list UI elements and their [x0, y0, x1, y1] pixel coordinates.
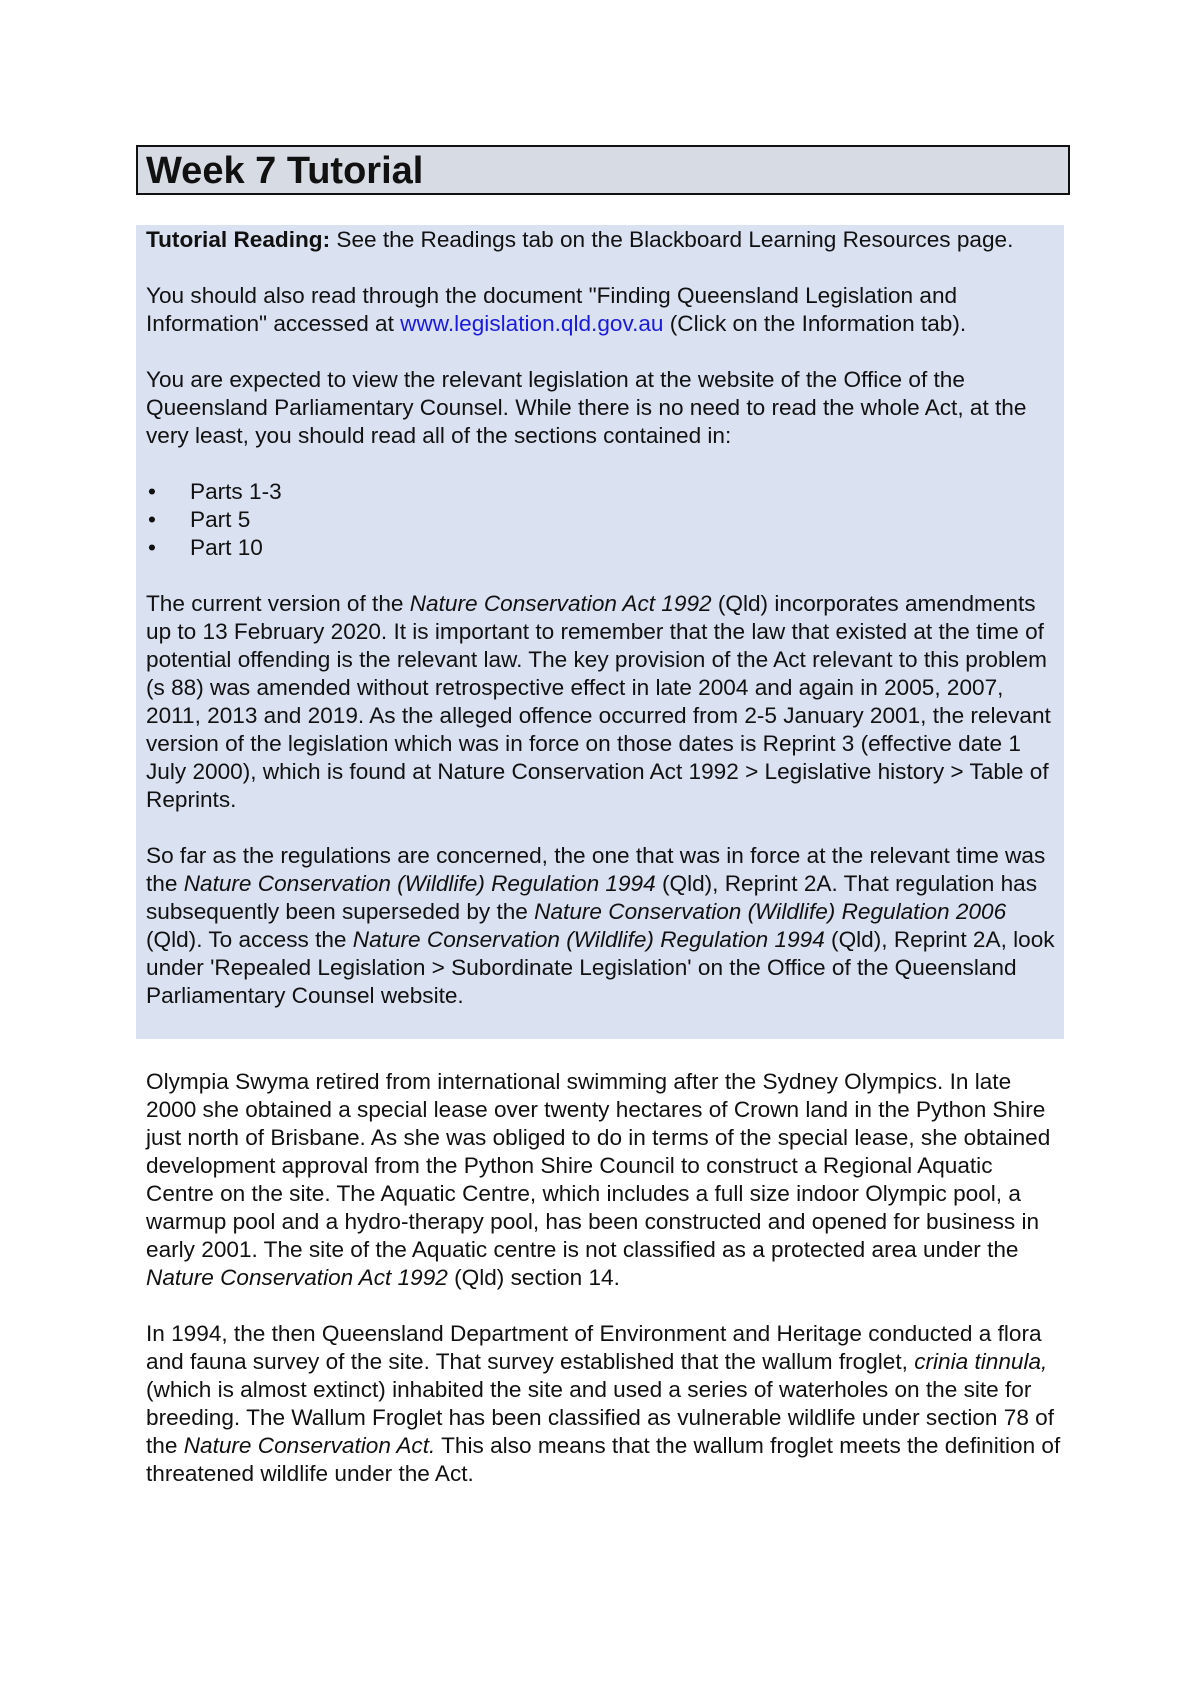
parts-list — [146, 478, 1064, 562]
regulation-title-1994: Nature Conservation (Wildlife) Regulation 1994 — [183, 871, 656, 896]
list-item-label: Parts 1-3 — [190, 479, 282, 504]
act-title: Nature Conservation Act 1992 — [409, 591, 712, 616]
p6-text-a: Olympia Swyma retired from international swimming after the Sydney Olympics. In late 2000 she obtained a special lease over twenty hectares of Crown land in the Python Shire just north of Brisbane. As she was obliged to do in terms of the special lease, she obtained development approval from the Python Shire Council to construct a Regional Aquatic Centre on the site. The Aquatic Centre, which includes a full size indoor Olympic pool, a warmup pool and a hydro-therapy pool, has been constructed and opened for business in early 2001. The site of the Aquatic centre is not classified as a protected area under the — [146, 1069, 1051, 1262]
list-item — [146, 506, 1064, 534]
p7-text-c: This also means that the wallum froglet meets the definition of threatened wildlife under the Act. — [146, 1433, 1061, 1486]
problem-paragraph-2 — [146, 1320, 1064, 1488]
act-title: Nature Conservation Act 1992 — [146, 1265, 448, 1290]
p4-text-b: (Qld) incorporates amendments up to 13 February 2020. It is important to remember that the law that existed at the time of potential offending is the relevant law. The key provision of the Act relevant to this problem (s 88) was amended without retrospective effect in late 2004 and again in 2005, 2007, 2011, 2013 and 2019. As the alleged offence occurred from 2-5 January 2001, the relevant version of the legislation which was in force on those dates is Reprint 3 (effective date 1 July 2000), which is found at Nature Conservation Act 1992 > Legislative history > Table of Reprints. — [146, 591, 1051, 812]
p5-text-a: So far as the regulations are concerned, the one that was in force at the relevant time was the — [146, 843, 1046, 896]
regulation-title-1994-b: Nature Conservation (Wildlife) Regulation 1994 — [352, 927, 825, 952]
legislation-link[interactable]: www.legislation.qld.gov.au — [400, 311, 664, 336]
p5-text-b: (Qld), Reprint 2A. That regulation has subsequently been superseded by the — [146, 871, 1038, 924]
regulation-title-2006: Nature Conservation (Wildlife) Regulation 2006 — [534, 899, 1007, 924]
reading-text — [146, 226, 1064, 1038]
reading-paragraph-1-text: See the Readings tab on the Blackboard Learning Resources page. — [330, 227, 1014, 252]
page-title: Week 7 Tutorial — [146, 150, 424, 192]
reading-paragraph-1 — [146, 226, 1064, 254]
reading-paragraph-5 — [146, 842, 1064, 1010]
bullet-icon: • — [148, 479, 156, 504]
list-item-label: Part 10 — [190, 535, 263, 560]
species-name: crinia tinnula, — [914, 1349, 1048, 1374]
p4-text-a: The current version of the — [146, 591, 410, 616]
list-item-label: Part 5 — [190, 507, 251, 532]
reading-paragraph-3: You are expected to view the relevant legislation at the website of the Office of the Queensland Parliamentary Counsel. While there is no need to read the whole Act, at the very least, you should read all of the sections contained in: — [146, 367, 1027, 448]
reading-paragraph-4 — [146, 590, 1064, 814]
tutorial-reading-label: Tutorial Reading: — [146, 227, 331, 252]
list-item — [146, 478, 1064, 506]
p5-text-d: (Qld), Reprint 2A, look under 'Repealed Legislation > Subordinate Legislation' on the Office of the Queensland Parliamentary Counsel website. — [146, 927, 1055, 1008]
p5-text-c: (Qld). To access the — [146, 927, 353, 952]
problem-paragraph-1 — [146, 1068, 1064, 1292]
act-title-short: Nature Conservation Act. — [183, 1433, 436, 1458]
list-item — [146, 534, 1064, 562]
bullet-icon: • — [148, 535, 156, 560]
p7-text-a: In 1994, the then Queensland Department of Environment and Heritage conducted a flora and fauna survey of the site. That survey established that the wallum froglet, — [146, 1321, 1042, 1374]
bullet-icon: • — [148, 507, 156, 532]
reading-paragraph-2 — [146, 282, 1064, 338]
title-box — [136, 145, 1070, 195]
reading-paragraph-2-text-b: (Click on the Information tab). — [663, 311, 967, 336]
problem-text — [146, 1068, 1064, 1516]
reading-paragraph-2-text-a: You should also read through the document "Finding Queensland Legislation and Information" accessed at — [146, 283, 958, 336]
p6-text-b: (Qld) section 14. — [447, 1265, 620, 1290]
p7-text-b: (which is almost extinct) inhabited the site and used a series of waterholes on the site for breeding. The Wallum Froglet has been classified as vulnerable wildlife under section 78 of the — [146, 1377, 1055, 1458]
